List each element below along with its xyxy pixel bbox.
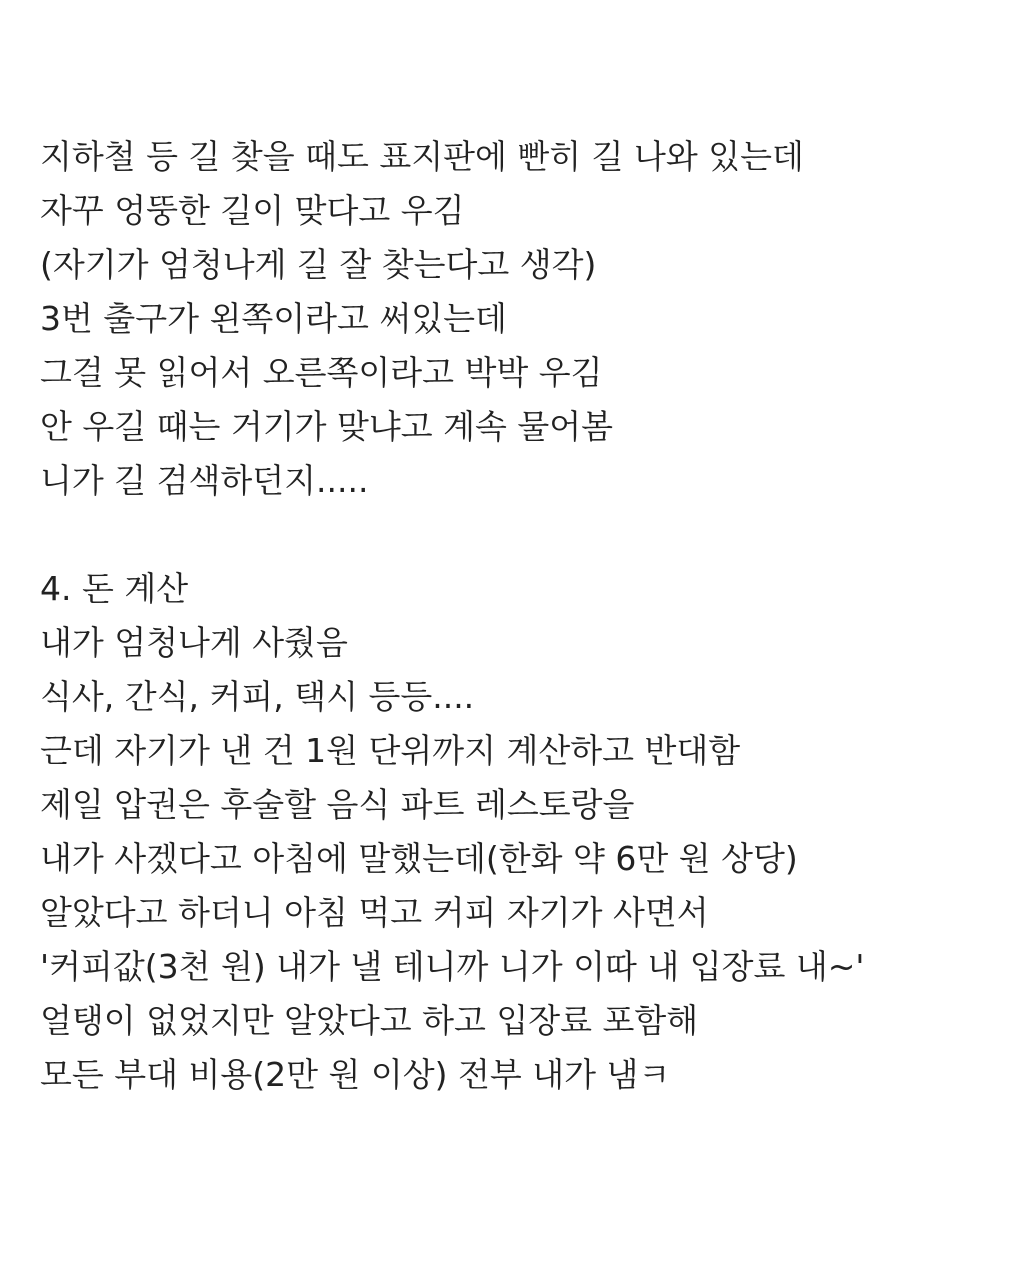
text-line: 그걸 못 읽어서 오른쪽이라고 박박 우김 — [40, 353, 603, 392]
text-line: (자기가 엄청나게 길 잘 찾는다고 생각) — [40, 245, 597, 284]
paragraph-spacer — [40, 508, 1000, 562]
text-line: 제일 압권은 후술할 음식 파트 레스토랑을 — [40, 785, 635, 824]
text-line: 얼탱이 없었지만 알았다고 하고 입장료 포함해 — [40, 1001, 699, 1040]
text-line: 근데 자기가 낸 건 1원 단위까지 계산하고 반대함 — [40, 731, 741, 770]
text-line: 내가 엄청나게 사줬음 — [40, 623, 348, 662]
document-body — [40, 130, 1000, 1102]
text-line: 3번 출구가 왼쪽이라고 써있는데 — [40, 299, 507, 338]
text-line: 내가 사겠다고 아침에 말했는데(한화 약 6만 원 상당) — [40, 839, 798, 878]
section-heading: 4. 돈 계산 — [40, 569, 189, 608]
paragraph-directions — [40, 130, 1000, 508]
text-line: 니가 길 검색하던지..... — [40, 461, 369, 500]
text-line: 알았다고 하더니 아침 먹고 커피 자기가 사면서 — [40, 893, 709, 932]
section-money — [40, 562, 1000, 1102]
text-line: 모든 부대 비용(2만 원 이상) 전부 내가 냄ㅋ — [40, 1055, 671, 1094]
text-line: 자꾸 엉뚱한 길이 맞다고 우김 — [40, 191, 465, 230]
text-line: 지하철 등 길 찾을 때도 표지판에 빤히 길 나와 있는데 — [40, 137, 804, 176]
text-line: 식사, 간식, 커피, 택시 등등.... — [40, 677, 475, 716]
text-line: '커피값(3천 원) 내가 낼 테니까 니가 이따 내 입장료 내~' — [40, 947, 865, 986]
text-line: 안 우길 때는 거기가 맞냐고 계속 물어봄 — [40, 407, 613, 446]
